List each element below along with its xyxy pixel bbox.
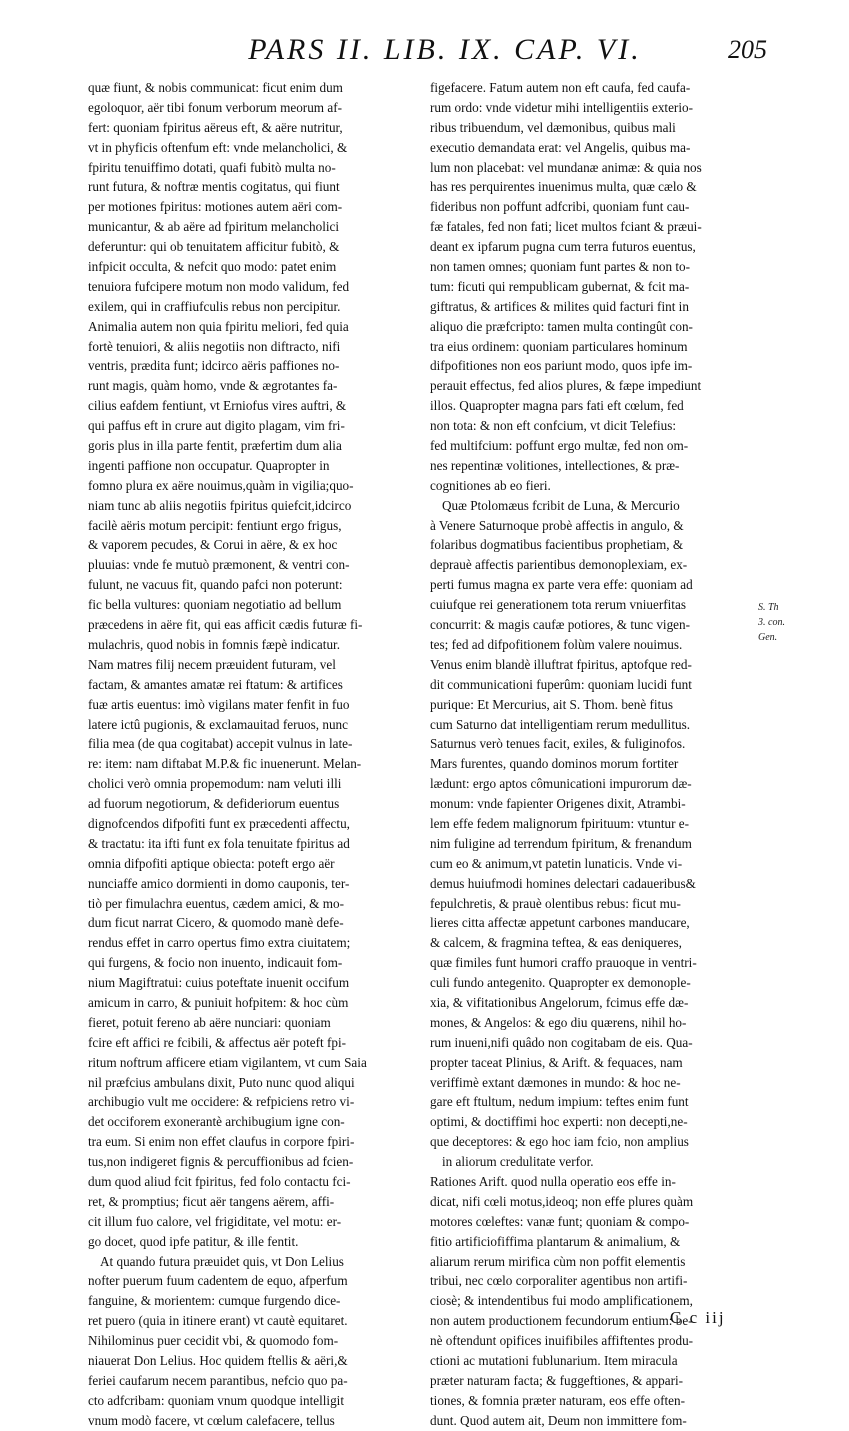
text-line: cit illum fuo calore, vel frigiditate, vel motu: er- xyxy=(88,1213,342,1229)
text-line: lieres citta affectæ appetunt carbones manducare, xyxy=(430,915,690,931)
text-line: Animalia autem non quia fpiritu meliori, fed quia xyxy=(88,318,349,334)
text-line: executio demandata erat: vel Angelis, quibus ma- xyxy=(430,139,691,155)
text-line: Nihilominus puer cecidit vbi, & quomodo fom- xyxy=(88,1333,339,1349)
text-line: præter naturam facta; & fuggeftiones, & appari- xyxy=(430,1372,684,1388)
text-line: veriffimè extant dæmones in mundo: & hoc ne- xyxy=(430,1074,681,1090)
text-line: Quæ Ptolomæus fcribit de Luna, & Mercurio xyxy=(442,497,680,513)
signature-mark: C c iij xyxy=(670,1308,726,1327)
text-line: dum ficut narrat Cicero, & quomodo manè defe- xyxy=(88,915,344,931)
text-line: gare eft ftultum, nedum impium: teftes enim funt xyxy=(430,1094,689,1110)
text-line: facilè aëris motum percipit: fentiunt ergo frigus, xyxy=(88,517,342,533)
text-line: dit communicationi fuperûm: quoniam lucidi funt xyxy=(430,676,692,692)
text-line: fed multifcium: poffunt ergo multæ, fed non om- xyxy=(430,438,689,454)
text-line: nè oftendunt opifices inuifibiles affiftentes produ- xyxy=(430,1333,694,1349)
text-line: Mars furentes, quando dominos morum fortiter xyxy=(430,756,679,772)
text-line: tra eum. Si enim non effet claufus in corpore fpiri- xyxy=(88,1134,355,1150)
text-line: lum non placebat: vel mundanæ animæ: & quia nos xyxy=(430,159,702,175)
text-line: Rationes Arift. quod nulla operatio eos effe in- xyxy=(430,1173,676,1189)
text-line: perauit effectus, fed alios plures, & fæpe impediunt xyxy=(430,378,702,394)
text-line: det occiforem exonerantè archibugium igne con- xyxy=(88,1114,345,1130)
text-line: ribus tribuendum, vel dæmonibus, quibus mali xyxy=(430,119,676,135)
text-line: non tota: & non eft confcium, vt dicit Telefius: xyxy=(430,418,677,434)
text-line: nofter puerum fuum cadentem de equo, afperfum xyxy=(88,1273,348,1289)
text-line: ciosè; & intendentibus fui modo amplificationem, xyxy=(430,1293,693,1309)
text-line: & calcem, & fragmina teftea, & eas deniqueres, xyxy=(430,935,682,951)
text-line: fæ fatales, fed non fati; licet multos fciant & præui- xyxy=(430,219,702,235)
text-line: runt futura, & noftræ mentis cogitatus, qui fiunt xyxy=(88,179,340,195)
text-line: omnia difpofiti aptique obiecta: poteft ergo aër xyxy=(88,855,335,871)
running-head xyxy=(0,30,849,78)
text-line: aliquo die præfcripto: tamen multa contingût con- xyxy=(430,318,693,334)
text-line: in aliorum credulitate verfor. xyxy=(442,1154,594,1170)
text-line: egoloquor, aër tibi fonum verborum meorum af- xyxy=(88,99,342,115)
text-line: amicum in carro, & puniuit hofpitem: & hoc cùm xyxy=(88,994,349,1010)
margin-note-line: S. Th xyxy=(758,602,779,613)
text-line: tum: ficuti qui rempublicam gubernat, & fcit ma- xyxy=(430,278,690,294)
text-line: fic bella vultures: quoniam negotiatio ad bellum xyxy=(88,597,342,613)
running-title: PARS II. LIB. IX. CAP. VI. xyxy=(248,33,642,66)
page-number: 205 xyxy=(728,35,767,64)
text-line: culi fundo antegenito. Quapropter ex demonople- xyxy=(430,975,691,991)
text-line: At quando futura præuidet quis, vt Don Lelius xyxy=(100,1253,344,1269)
text-line: rendus effet in carro opertus fimo extra ciuitatem; xyxy=(88,935,351,951)
text-line: infpicit occulta, & nefcit quo modo: patet enim xyxy=(88,259,337,275)
text-line: per motiones fpiritus: motiones autem aëri com- xyxy=(88,199,343,215)
text-line: perti fumus magna ex parte vera effe: quoniam ad xyxy=(430,577,693,593)
text-line: ventris, prædita funt; idcirco aëris paffiones no- xyxy=(88,358,340,374)
text-line: fepulchretis, & prauè olentibus rebus: ficut mu- xyxy=(430,895,681,911)
text-line: dum quod aliud fcit fpiritus, fed folo contactu fci- xyxy=(88,1173,351,1189)
text-line: vnum modò facere, vt cœlum calefacere, tellus xyxy=(88,1412,335,1428)
text-line: ret, & promptius; ficut aër tangens aërem, affi- xyxy=(88,1193,335,1209)
text-line: fpiritu tenuiffimo dotati, quafi fubitò multa no- xyxy=(88,159,336,175)
text-line: deprauè affectis parientibus demonoplexiam, ex- xyxy=(430,557,688,573)
text-line: tes; fed ad difpofitionem folùm valere nouimus. xyxy=(430,636,683,652)
text-line: tribui, nec cœlo corporaliter agentibus non artifi- xyxy=(430,1273,688,1289)
text-line: præcedens in aëre fit, qui eas afficit cædis futuræ fi- xyxy=(88,617,363,633)
text-line: quæ fimiles funt humori craffo prauoque in ventri- xyxy=(430,955,697,971)
text-line: vt in phyficis oftenfum eft: vnde melancholici, & xyxy=(88,139,348,155)
text-line: cognitiones ab eo fieri. xyxy=(430,477,551,493)
text-line: dunt. Quod autem ait, Deum non immittere fom- xyxy=(430,1412,687,1428)
text-line: cum Saturno dat intelligentiam rerum medullitus. xyxy=(430,716,691,732)
text-line: cum eo & animum,vt patetin lunaticis. Vnde vi- xyxy=(430,855,683,871)
text-line: go docet, quod ipfe patitur, & ille fentit. xyxy=(88,1233,299,1249)
text-line: fideribus non poffunt adfcribi, quoniam funt cau- xyxy=(430,199,690,215)
text-line: Venus enim blandè illuftrat fpiritus, aptofque red- xyxy=(430,656,692,672)
text-line: lem effe fedem malignorum fpirituum: vtuntur e- xyxy=(430,815,690,831)
text-line: giftratus, & artifices & milites quid facturi fint in xyxy=(430,298,689,314)
text-line: factam, & amantes amatæ rei ftatum: & artifices xyxy=(88,676,343,692)
text-line: ctioni ac mutationi fublunarium. Item miracula xyxy=(430,1353,678,1368)
text-line: mones, & Angelos: & ego diu quærens, nihil ho- xyxy=(430,1014,687,1030)
text-line: illos. Quapropter magna pars fati eft cœlum, fed xyxy=(430,398,684,414)
text-line: dicat, nifi cœli motus,ideoq; non effe plures quàm xyxy=(430,1193,694,1209)
text-line: propter taceat Plinius, & Arift. & fequaces, nam xyxy=(430,1054,683,1070)
text-line: exilem, qui in craffiufculis rebus non percipitur. xyxy=(88,298,341,314)
text-line: optimi, & doctiffimi hoc experti: non decepti,ne- xyxy=(430,1114,688,1130)
text-line: monum: vnde fapienter Origenes dixit, Atrambi- xyxy=(430,796,686,812)
text-line: tus,non indigeret fignis & percuffionibus ad fcien- xyxy=(88,1154,354,1170)
text-line: figefacere. Fatum autem non eft caufa, fed caufa- xyxy=(430,80,691,95)
margin-note xyxy=(758,600,808,645)
text-line: fanguine, & morientem: cumque furgendo dice- xyxy=(88,1293,341,1309)
text-line: deant ex ipfarum pugna cum terra futuros euentus, xyxy=(430,239,696,255)
text-line: fulunt, ne vacuus fit, quando pafci non poterunt: xyxy=(88,577,343,593)
text-line: & vaporem pecudes, & Corui in aëre, & ex hoc xyxy=(88,537,338,553)
text-line: fuæ artis euentus: imò vigilans mater fenfit in fuo xyxy=(88,696,350,712)
text-line: fomno plura ex aëre nouimus,quàm in vigilia;quo- xyxy=(88,477,354,493)
text-line: archibugio vult me occidere: & refpiciens retro vi- xyxy=(88,1094,355,1110)
text-line: dignofcendos difpofiti funt ex præcedenti affectu, xyxy=(88,815,350,831)
text-line: fert: quoniam fpiritus aëreus eft, & aëre nutritur, xyxy=(88,119,343,135)
text-line: nes repentinæ volitiones, intellectiones, & præ- xyxy=(430,457,680,473)
text-line: que deceptores: & ego hoc iam fcio, non amplius xyxy=(430,1134,689,1150)
text-line: feriei caufarum necem parantibus, nefcio quo pa- xyxy=(88,1372,348,1388)
text-line: à Venere Saturnoque probè affectis in angulo, & xyxy=(430,517,684,533)
text-line: nunciaffe amico dormienti in domo cauponis, ter- xyxy=(88,875,350,891)
margin-note-line: 3. con. xyxy=(758,617,785,628)
text-line: ritum noftrum afficere etiam vigilantem, vt cum Saia xyxy=(88,1054,367,1070)
text-line: rum inueni,nifi quâdo non cogitabam de eis. Qua- xyxy=(430,1034,693,1050)
text-line: runt magis, quàm homo, vnde & ægrotantes fa- xyxy=(88,378,338,394)
text-line: cilius eafdem fentiunt, vt Erniofus vires auftri, & xyxy=(88,398,347,414)
margin-note-line: Gen. xyxy=(758,632,778,643)
text-line: filia mea (de qua cogitabat) accepit vulnus in late- xyxy=(88,736,353,752)
text-line: deferuntur: qui ob tenuitatem afficitur fubitò, & xyxy=(88,239,340,255)
text-line: qui paffus eft in crure aut digito plagam, vim fri- xyxy=(88,418,345,434)
text-line: nil præfcius ambulans dixit, Puto nunc quod aliqui xyxy=(88,1074,355,1090)
text-line: non tamen omnes; quoniam funt partes & non to- xyxy=(430,259,691,275)
text-line: has res perquirentes inuenimus multa, quæ cælo & xyxy=(430,179,697,195)
text-line: fieret, potuit fereno ab aëre nunciari: quoniam xyxy=(88,1014,331,1030)
text-line: municantur, & ab aëre ad fpiritum melancholici xyxy=(88,219,340,235)
text-line: cholici verò omnia propemodum: nam veluti illi xyxy=(88,776,342,792)
text-line: fortè tenuiori, & aliis negotiis non diftracto, nifi xyxy=(88,338,341,354)
right-text-column xyxy=(430,78,748,1431)
text-line: niam tunc ab aliis negotiis fpiritus quiefcit,idcirco xyxy=(88,497,352,513)
text-line: cuiufque rei generationem tota rerum vniuerfitas xyxy=(430,597,686,613)
text-line: fcire eft affici re fcibili, & affectus aër poteft fpi- xyxy=(88,1034,346,1050)
text-line: ad fuorum negotiorum, & defideriorum euentus xyxy=(88,796,340,812)
text-line: demus huiufmodi homines delectari cadaueribus& xyxy=(430,875,696,891)
text-line: difpofitiones non eos pariunt modo, quos ipfe im- xyxy=(430,358,693,374)
text-line: purique: Et Mercurius, ait S. Thom. benè fitus xyxy=(430,696,673,712)
text-line: nium Magiftratui: cuius poteftate inuenit occifum xyxy=(88,975,350,991)
text-line: rum ordo: vnde videtur mihi intelligentiis exterio- xyxy=(430,99,693,115)
text-line: xia, & vifitationibus Angelorum, fcimus effe dæ- xyxy=(430,994,689,1010)
text-line: goris plus in illa parte fentit, præfertim dum alia xyxy=(88,438,342,454)
text-line: ret puero (quia in itinere erant) vt cautè equitaret. xyxy=(88,1313,348,1329)
text-line: cto adfcribam: quoniam vnum quodque intelligit xyxy=(88,1392,345,1408)
text-line: aliarum rerum mirifica cùm non poffit elementis xyxy=(430,1253,686,1269)
text-line: tiò per fimulachra euentus, cædem amici, & mo- xyxy=(88,895,344,911)
text-line: mulachris, quod nobis in fomnis fæpè indicatur. xyxy=(88,636,340,652)
text-line: niauerat Don Lelius. Hoc quidem ftellis & aëri,& xyxy=(88,1353,348,1368)
text-line: & tractatu: ita ifti funt ex fola tenuitate fpiritus ad xyxy=(88,835,350,851)
text-line: ingenti paffione non occupatur. Quapropter in xyxy=(88,457,330,473)
text-line: qui furgens, & focio non inuento, indicauit fom- xyxy=(88,955,343,971)
text-line: motores cœleftes: vanæ funt; quoniam & compo- xyxy=(430,1213,690,1229)
text-line: non autem productionem fecundorum entium: be- xyxy=(430,1313,693,1329)
text-line: tra eius ordinem: quoniam particulares hominum xyxy=(430,338,688,354)
text-line: tiones, & fomnia præter naturam, eos effe often- xyxy=(430,1392,685,1408)
text-line: folaribus dogmatibus facientibus prophetiam, & xyxy=(430,537,684,553)
text-line: re: item: nam diftabat M.P.& fic inuenerunt. Melan- xyxy=(88,756,362,772)
text-line: latere ictû pugionis, & exclamauitad feruos, nunc xyxy=(88,716,349,732)
text-line: fitio artificiofiffima plantarum & animalium, & xyxy=(430,1233,681,1249)
text-line: nim fuligine ad terrendum fpiritum, & frenandum xyxy=(430,835,692,851)
left-text-column xyxy=(88,78,414,1431)
text-line: concurrit: & magis caufæ potiores, & tunc vigen- xyxy=(430,617,691,633)
text-line: tenuiora fufcipere motum non modo validum, fed xyxy=(88,278,350,294)
text-line: quæ fiunt, & nobis communicat: ficut enim dum xyxy=(88,80,343,95)
text-line: lædunt: ergo aptos cômunicationi impurorum dæ- xyxy=(430,776,692,792)
text-line: Nam matres filij necem præuident futuram, vel xyxy=(88,656,336,672)
text-line: Saturnus verò tenues facit, exiles, & fuliginofos. xyxy=(430,736,686,752)
text-line: pluuias: vnde fe mutuò præmonent, & ventri con- xyxy=(88,557,350,573)
